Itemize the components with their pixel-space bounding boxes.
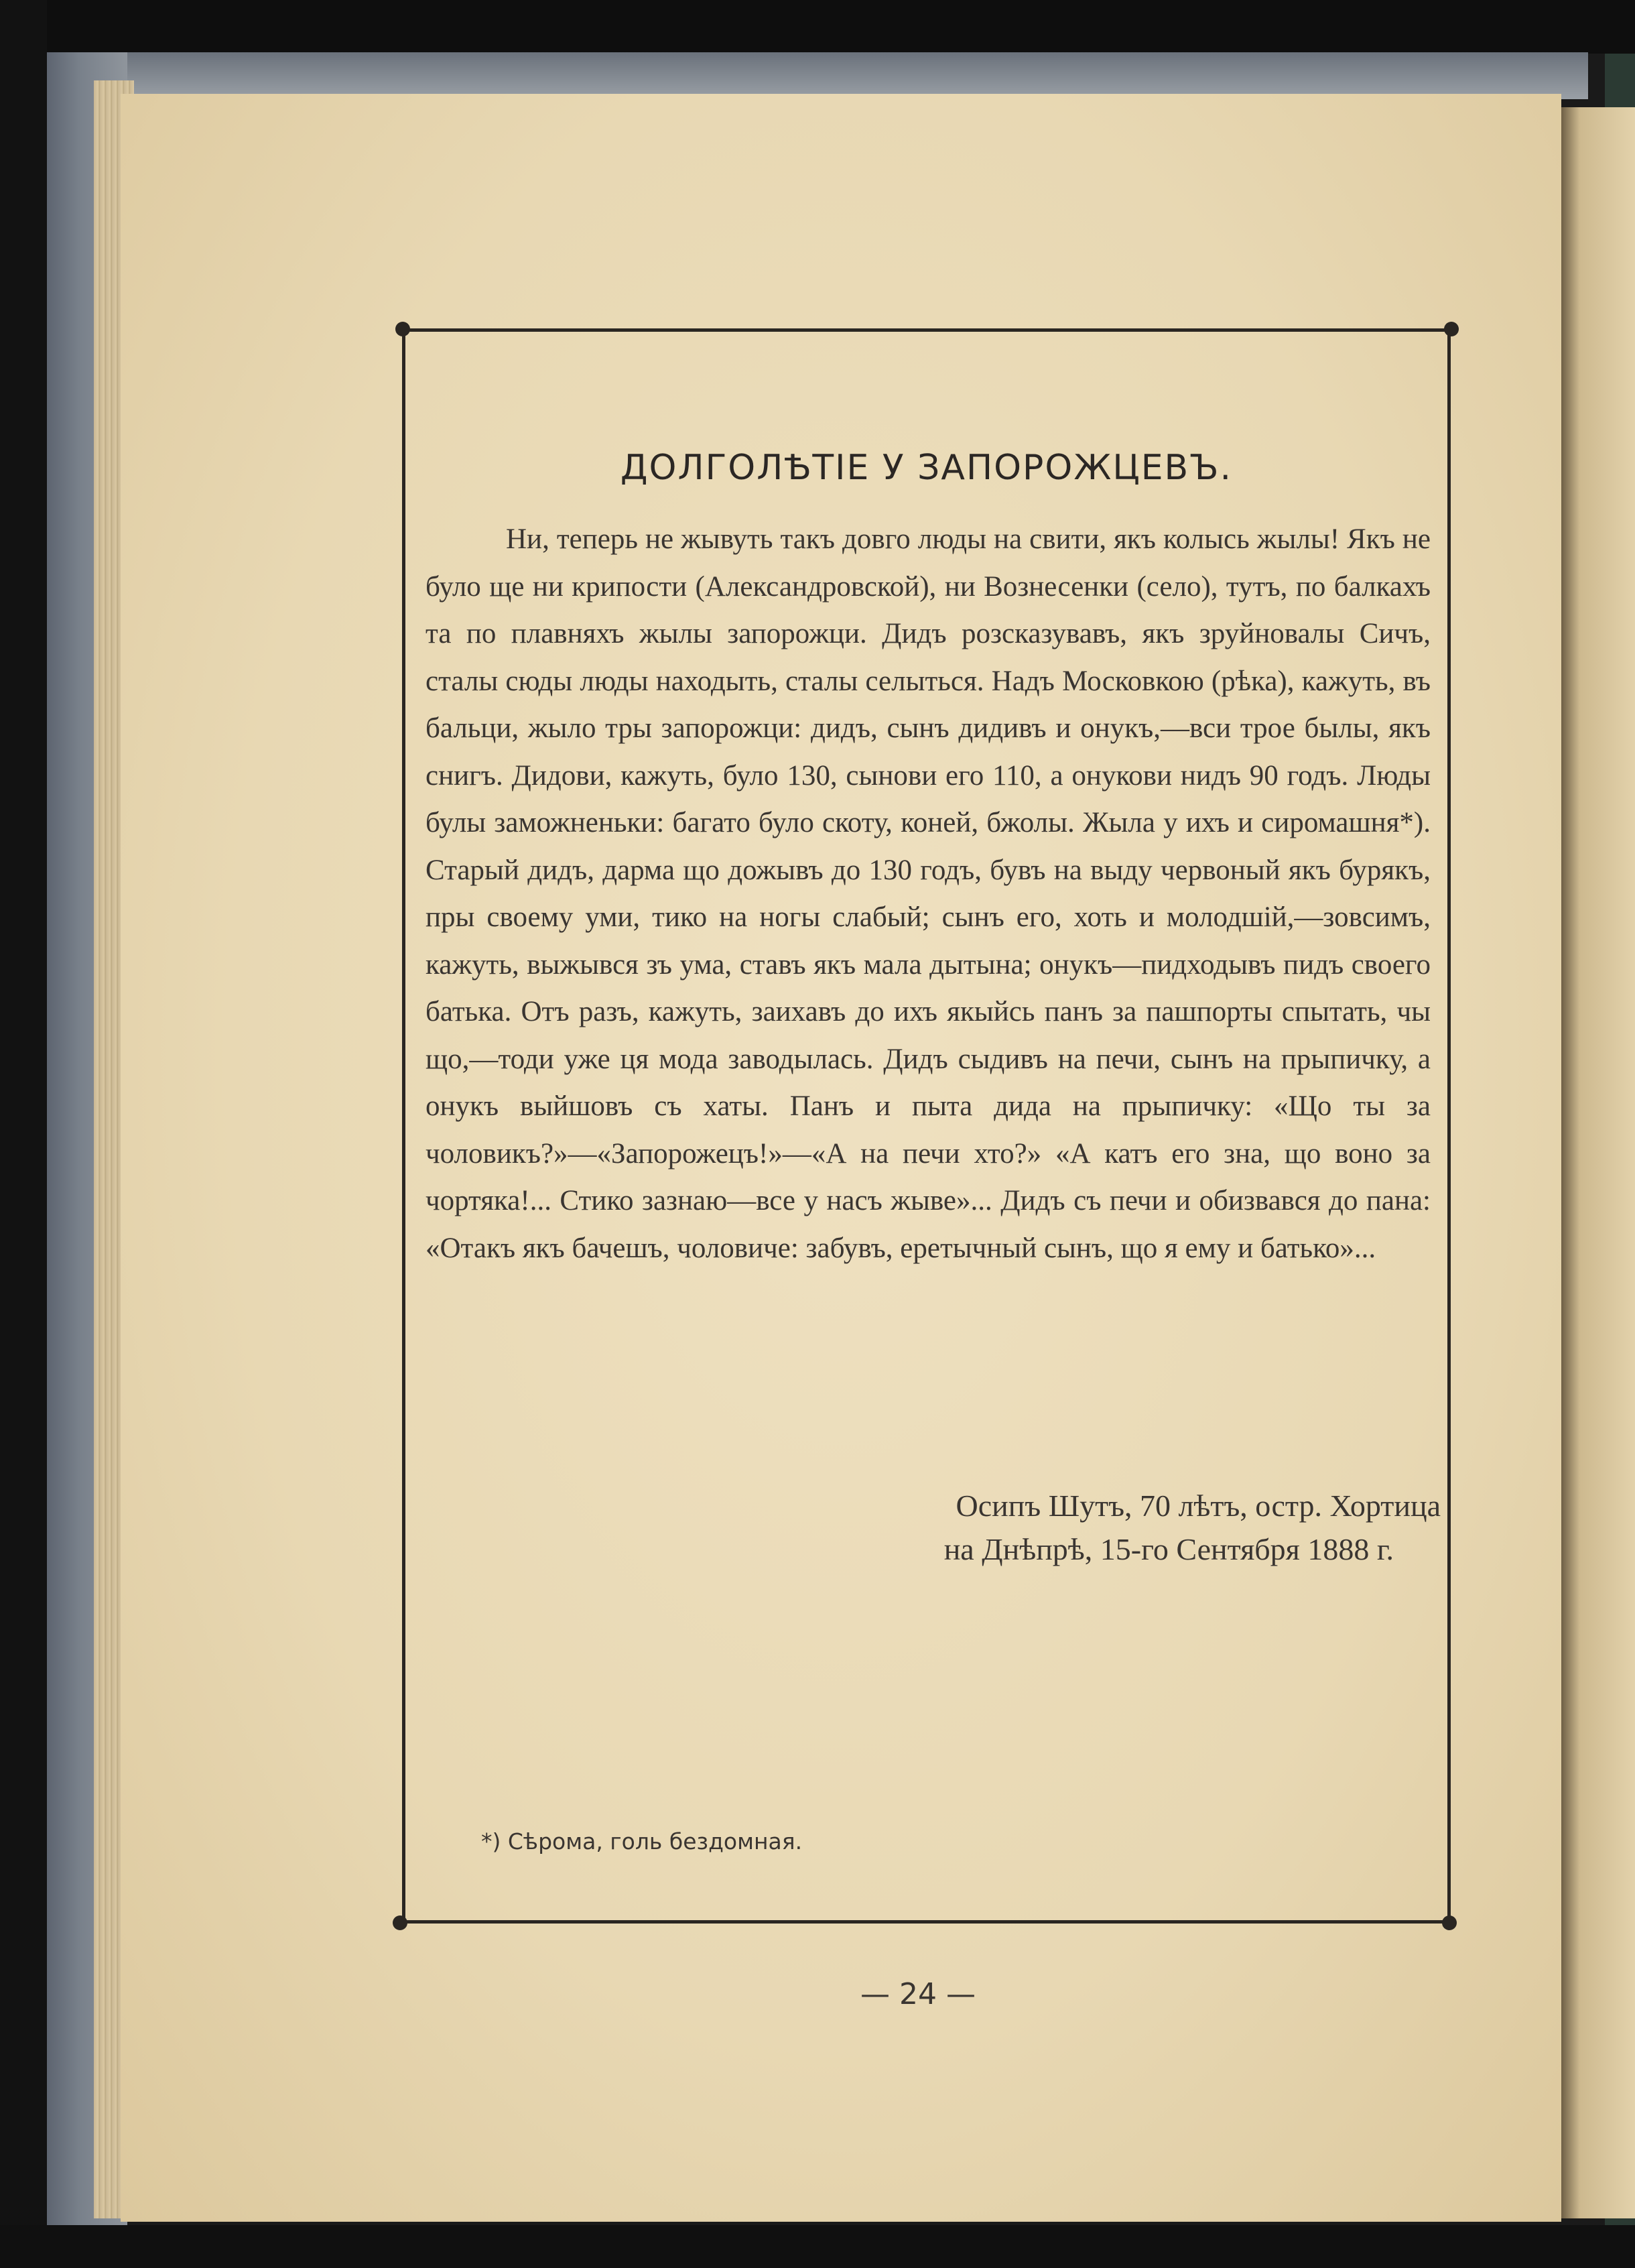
frame-corner-ornament <box>393 1915 407 1930</box>
footnote: *) Сѣрома, голь бездомная. <box>481 1828 803 1854</box>
frame-corner-ornament <box>395 322 410 336</box>
frame-corner-ornament <box>1444 322 1459 336</box>
signature-line-1: Осипъ Шутъ, 70 лѣтъ, остр. Хортица <box>956 1489 1441 1523</box>
page-number: — 24 — <box>860 1977 976 2011</box>
page-title: ДОЛГОЛѢТІЕ У ЗАПОРОЖЦЕВЪ. <box>620 448 1233 488</box>
story-text: Ни, теперь не жывуть такъ довго люды на свити, якъ колысь жылы! Якъ не було ще ни крипости (Александровской), ни Вознесенки (село), тутъ, по балкахъ та по плавняхъ жылы запорожци. Дидъ розсказувавъ, якъ зруйновалы Сичъ, сталы сюды люды находыть, сталы селыться. Надъ Московкою (рѣка), кажуть, въ бальци, жыло тры запорожци: дидъ, сынъ дидивъ и онукъ,—вси трое былы, якъ снигъ. Дидови, кажуть, було 130, сынови его 110, а онукови нидъ 90 годъ. Люды булы заможненьки: багато було скоту, коней, бжолы. Жыла у ихъ и сиромашня*). Старый дидъ, дарма що дожывъ до 130 годъ, бувъ на выду червоный якъ бурякъ, пры своему уми, тико на ногы слабый; сынъ его, хоть и молодшій,—зовсимъ, кажуть, выжывся зъ ума, ставъ якъ мала дытына; онукъ—пидходывъ пидъ своего батька. Отъ разъ, кажуть, заихавъ до ихъ якыйсь панъ за пашпорты спытать, чы що,—тоди уже ця мода заводылась. Дидъ сыдивъ на печи, сынъ на прыпичку, а онукъ выйшовъ съ хаты. Панъ и пыта дида на прыпичку: «Що ты за чоловикъ?»—«Запорожецъ!»—«А на печи хто?» «А катъ его зна, що воно за чортяка!... Стико зазнаю—все у насъ жыве»... Дидъ съ печи и обизвався до пана: «Отакъ якъ бачешъ, чоловиче: забувъ, еретычный сынъ, що я ему и батько»... <box>426 523 1431 1264</box>
frame-corner-ornament <box>1442 1915 1457 1930</box>
signature-line-2: на Днѣпрѣ, 15-го Сентября 1888 г. <box>943 1532 1394 1566</box>
background-left <box>0 0 47 2268</box>
background-top <box>0 0 1635 54</box>
facing-page-edge <box>1561 107 1635 2218</box>
book-cover-top <box>47 52 1588 99</box>
background-bottom <box>0 2225 1635 2268</box>
